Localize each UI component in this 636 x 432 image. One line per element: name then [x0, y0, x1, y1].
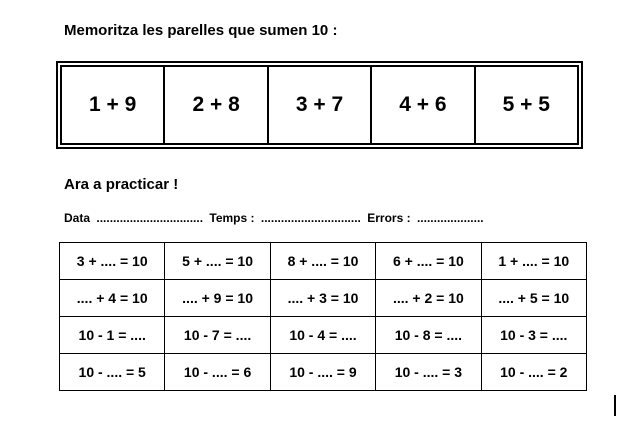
page-title: Memoritza les parelles que sumen 10 : — [64, 22, 338, 39]
exercise-cell: 10 - .... = 2 — [481, 354, 586, 391]
table-row — [60, 243, 587, 280]
exercise-cell: 10 - 7 = .... — [165, 317, 270, 354]
exercise-cell: 5 + .... = 10 — [165, 243, 270, 280]
text-cursor — [614, 395, 616, 416]
exercise-cell: .... + 2 = 10 — [376, 280, 481, 317]
exercise-cell: 10 - 3 = .... — [481, 317, 586, 354]
pair-cell: 4 + 6 — [370, 65, 475, 145]
pairs-box — [56, 61, 583, 149]
exercise-cell: 10 - .... = 9 — [270, 354, 375, 391]
exercise-cell: 1 + .... = 10 — [481, 243, 586, 280]
pairs-row — [60, 65, 579, 145]
exercise-cell: 10 - 8 = .... — [376, 317, 481, 354]
table-row — [60, 317, 587, 354]
exercise-cell: 10 - .... = 3 — [376, 354, 481, 391]
pair-cell: 1 + 9 — [60, 65, 165, 145]
table-row — [60, 280, 587, 317]
temps-label: Temps : — [209, 211, 255, 225]
exercise-cell: 8 + .... = 10 — [270, 243, 375, 280]
exercise-cell: .... + 5 = 10 — [481, 280, 586, 317]
exercise-table — [59, 242, 587, 391]
data-label: Data — [64, 211, 91, 225]
info-line — [64, 211, 487, 225]
temps-field: .............................. — [260, 211, 361, 225]
exercise-cell: .... + 3 = 10 — [270, 280, 375, 317]
errors-label: Errors : — [367, 211, 411, 225]
exercise-cell: 6 + .... = 10 — [376, 243, 481, 280]
practice-subtitle: Ara a practicar ! — [64, 176, 179, 193]
exercise-cell: .... + 9 = 10 — [165, 280, 270, 317]
exercise-cell: 10 - 4 = .... — [270, 317, 375, 354]
exercise-cell: 10 - .... = 5 — [60, 354, 165, 391]
exercise-cell: .... + 4 = 10 — [60, 280, 165, 317]
data-field: ................................ — [96, 211, 204, 225]
exercise-cell: 10 - 1 = .... — [60, 317, 165, 354]
table-row — [60, 354, 587, 391]
pair-cell: 3 + 7 — [267, 65, 372, 145]
errors-field: .................... — [416, 211, 484, 225]
pair-cell: 5 + 5 — [474, 65, 579, 145]
exercise-cell: 10 - .... = 6 — [165, 354, 270, 391]
exercise-cell: 3 + .... = 10 — [60, 243, 165, 280]
pair-cell: 2 + 8 — [163, 65, 268, 145]
